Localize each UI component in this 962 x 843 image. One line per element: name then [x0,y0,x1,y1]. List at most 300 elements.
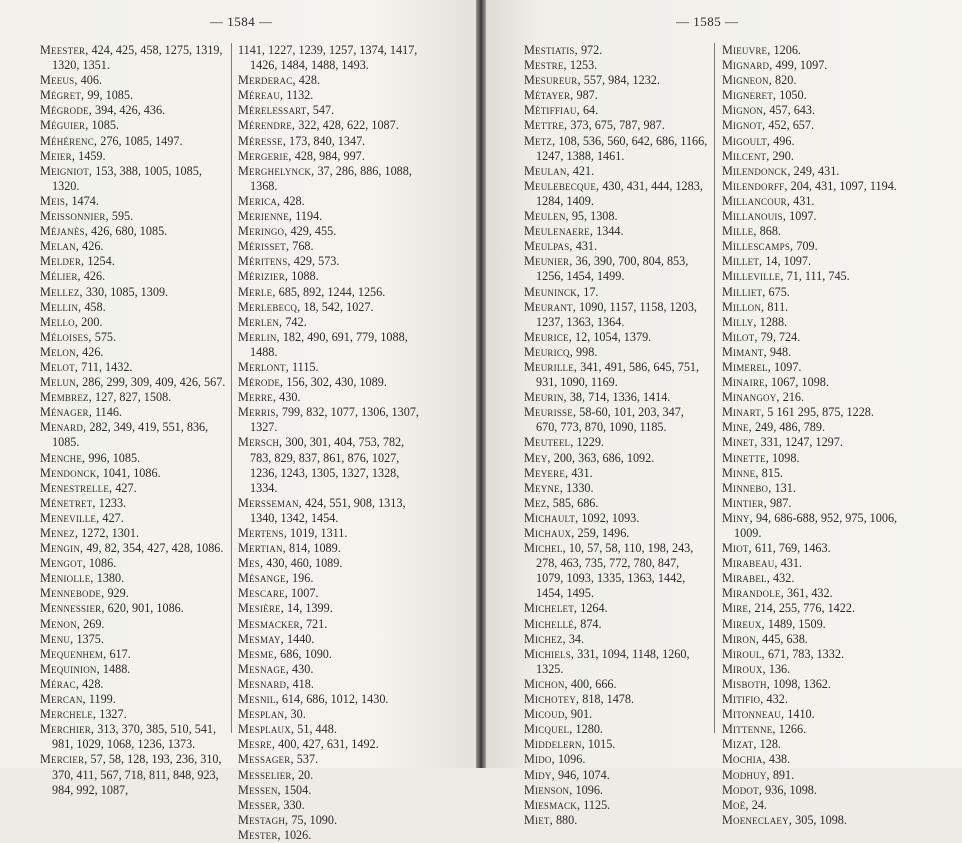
entry-surname: Mester, [238,827,281,842]
entry-surname: Messager, [238,752,294,767]
entry-page-refs: 496. [770,133,795,148]
index-entry [524,360,708,390]
entry-page-refs: 1115. [288,359,319,374]
entry-page-refs: 426. [79,239,104,254]
entry-surname: Meuteel, [524,435,574,450]
entry-surname: Melder, [40,254,85,269]
entry-page-refs: 1229. [573,435,604,450]
entry-surname: Melun, [40,375,80,390]
index-entry [238,526,424,541]
entry-surname: Mersseman, [238,495,302,510]
index-entry [40,269,226,284]
entry-surname: Mitonneau, [722,707,785,722]
entry-surname: Millanouis, [722,209,787,224]
entry-surname: Michez, [524,631,566,646]
entry-surname: Millet, [722,254,763,269]
entry-page-refs: 611, 769, 1463. [751,541,831,556]
entry-page-refs: 331, 1247, 1297. [757,435,843,450]
entry-surname: Merlebecq, [238,299,301,314]
index-entry [238,737,424,752]
entry-surname: Merlen, [238,314,283,329]
index-entry [524,617,708,632]
index-entry [722,405,912,420]
entry-surname: Membrez, [40,390,92,405]
entry-surname: Ménetret, [40,495,96,510]
index-entry [40,466,226,481]
entry-page-refs: 1067, 1098. [767,375,829,390]
entry-surname: Millancour, [722,193,791,208]
entry-page-refs: 1199. [85,692,116,707]
index-entry [722,722,912,737]
entry-surname: Mequenhem, [40,646,107,661]
entry-page-refs: 432. [769,571,795,586]
entry-surname: Menu, [40,631,74,646]
index-entry [40,526,226,541]
entry-page-refs: 1327. [96,707,127,722]
entry-page-refs: 1380. [93,571,125,586]
entry-page-refs: 14, 1399. [283,601,333,616]
index-entry [524,254,708,284]
index-entry [524,88,708,103]
entry-page-refs: 421. [569,163,595,178]
entry-page-refs: 36, 390, 700, 804, 853, 1256, 1454, 1499. [536,254,689,284]
entry-surname: Meuricq, [524,344,573,359]
entry-surname: Mirabel, [722,571,770,586]
entry-surname: Mesme, [238,646,278,661]
index-entry [722,73,912,88]
entry-surname: Mochia, [722,752,766,767]
index-entry [524,768,708,783]
index-entry [40,677,226,692]
index-entry [40,209,226,224]
entry-page-refs: 1330. [563,480,594,495]
entry-surname: Mes, [238,556,264,571]
entry-surname: Mercier, [40,752,88,767]
index-entry [524,692,708,707]
entry-page-refs: 12, 1054, 1379. [571,329,652,344]
entry-page-refs: 430. [288,661,314,676]
entry-surname: Mire, [722,601,752,616]
entry-surname: Meulan, [524,163,570,178]
entry-surname: Merderac, [238,73,296,88]
entry-surname: Messen, [238,782,281,797]
entry-page-refs: 685, 892, 1244, 1256. [275,284,386,299]
index-entry [524,601,708,616]
entry-page-refs: 1092, 1093. [578,510,640,525]
entry-page-refs: 300, 301, 404, 753, 782, 783, 829, 837, 861, 876, 1027, 1236, 1243, 1305, 1327, 1328, 1334. [250,435,405,495]
entry-surname: Middelern, [524,737,585,752]
index-entry [238,647,424,662]
entry-surname: Mesnage, [238,661,289,676]
index-entry [40,254,226,269]
page-number: — 1584 — [210,14,273,29]
index-entry [238,330,424,360]
index-entry [524,798,708,813]
index-entry [40,164,226,194]
entry-page-refs: 458. [81,299,106,314]
entry-page-refs: 14, 1097. [762,254,812,269]
entry-page-refs: 18, 542, 1027. [300,299,374,314]
entry-page-refs: 94, 686-688, 952, 975, 1006, 1009. [734,510,898,540]
entry-surname: Milendonck, [722,163,791,178]
entry-page-refs: 75, 1090. [288,812,338,827]
index-entry [40,360,226,375]
entry-page-refs: 438. [765,752,791,767]
index-entry [722,768,912,783]
entry-page-refs: 1206. [770,43,801,57]
entry-surname: Mirandole, [722,586,784,601]
index-entry [722,118,912,133]
entry-surname: Menche, [40,450,86,465]
index-entry [40,285,226,300]
index-entry [40,556,226,571]
index-entry [722,511,912,541]
entry-surname: Mérisset, [238,239,290,254]
entry-surname: Michault, [524,510,579,525]
index-entry [722,647,912,662]
index-entry [722,813,912,828]
entry-surname: Meunier, [524,254,573,269]
index-entry [40,541,226,556]
entry-surname: Mez, [524,495,550,510]
entry-surname: Meulpas, [524,239,573,254]
index-entry [40,662,226,677]
entry-surname: Miroux, [722,661,766,676]
index-entry [722,360,912,375]
entry-surname: Mésange, [238,571,289,586]
index-entry [722,375,912,390]
index-entry [722,783,912,798]
entry-surname: Milendorff, [722,178,788,193]
index-entry [238,662,424,677]
entry-page-refs: 547. [309,103,335,118]
entry-page-refs: 431. [777,556,803,571]
entry-surname: Mestiatis, [524,43,578,57]
entry-surname: Mesplan, [238,707,288,722]
index-entry [524,435,708,450]
entry-page-refs: 987. [766,495,792,510]
entry-page-refs: 1026. [280,827,312,842]
entry-surname: Mitifio, [722,692,764,707]
entry-surname: Meurin, [524,390,567,405]
index-entry [524,451,708,466]
entry-surname: Miroul, [722,646,765,661]
index-entry [524,239,708,254]
index-entry [40,73,226,88]
index-entry [40,451,226,466]
entry-surname: Mertian, [238,541,286,556]
entry-page-refs: 431. [572,239,598,254]
index-entry [40,88,226,103]
entry-page-refs: 79, 724. [757,329,801,344]
entry-surname: Mesre, [238,737,276,752]
entry-page-refs: 1097. [786,209,817,224]
entry-surname: Meuninck, [524,284,581,299]
entry-page-refs: 998. [572,344,598,359]
index-entry [524,118,708,133]
index-entry [524,58,708,73]
entry-surname: Misboth, [722,676,770,691]
entry-page-refs: 249, 431. [790,163,840,178]
entry-surname: Mesière, [238,601,284,616]
entry-surname: Meier, [40,148,76,163]
index-entry [524,103,708,118]
entry-surname: Michellé, [524,616,578,631]
entry-page-refs: 428. [79,676,104,691]
entry-surname: Meyne, [524,480,564,495]
index-entry [40,405,226,420]
index-entry [238,768,424,783]
index-entry [722,390,912,405]
entry-page-refs: 1474. [68,193,99,208]
entry-page-refs: 196. [288,571,314,586]
entry-surname: Mittenne, [722,722,776,737]
index-column [238,43,424,843]
entry-page-refs: 108, 536, 560, 642, 686, 1166, 1247, 1388, 1461. [536,133,708,163]
entry-page-refs: 400, 427, 631, 1492. [275,737,379,752]
entry-surname: Merlont, [238,359,289,374]
entry-page-refs: 987. [573,88,598,103]
index-entry [722,451,912,466]
index-entry [722,707,912,722]
index-entry [524,390,708,405]
entry-page-refs: 452, 657. [765,118,815,133]
index-entry [722,481,912,496]
index-entry [40,511,226,526]
entry-page-refs: 290. [769,148,794,163]
entry-surname: Miot, [722,541,752,556]
entry-page-refs: 182, 490, 691, 779, 1088, 1488. [250,329,408,359]
entry-surname: Mintier, [722,495,767,510]
index-entry [722,239,912,254]
entry-page-refs: 1098, 1362. [770,676,831,691]
entry-page-refs: 1132. [283,88,314,103]
entry-page-refs: 38, 714, 1336, 1414. [566,390,671,405]
entry-surname: Mille, [722,224,757,239]
index-entry [40,103,226,118]
entry-surname: Mérode, [238,375,284,390]
index-entry [524,526,708,541]
entry-page-refs: 585, 686. [549,495,599,510]
entry-page-refs: 1097. [770,359,802,374]
entry-surname: Messer, [238,797,281,812]
entry-surname: Moë, [722,797,749,812]
entry-surname: Mendonck, [40,465,100,480]
entry-page-refs: 153, 388, 1005, 1085, 1320. [52,163,202,193]
entry-surname: Mignon, [722,103,767,118]
entry-page-refs: 1288. [756,314,788,329]
entry-page-refs: 424, 551, 908, 1313, 1340, 1342, 1454. [250,495,406,525]
index-entry [40,496,226,511]
index-entry [722,692,912,707]
entry-surname: Milleville, [722,269,784,284]
entry-surname: Micoud, [524,707,568,722]
entry-surname: Michotey, [524,692,580,707]
index-entry [722,254,912,269]
entry-surname: Mido, [524,752,555,767]
index-column [722,43,912,828]
entry-page-refs: 305, 1098. [792,812,847,827]
entry-page-refs: 214, 255, 776, 1422. [751,601,855,616]
entry-page-refs: 1375. [73,631,104,646]
entry-page-refs: 1489, 1509. [764,616,826,631]
index-entry [524,677,708,692]
index-entry [238,103,424,118]
entry-page-refs: 431. [568,465,593,480]
entry-surname: Mey, [524,450,551,465]
entry-page-refs: 929. [104,586,129,601]
entry-page-refs: 891. [769,767,795,782]
entry-page-refs: 1233. [95,495,127,510]
entry-surname: Miesmack, [524,797,581,812]
index-entry [722,103,912,118]
index-entry [238,224,424,239]
entry-page-refs: 341, 491, 586, 645, 751, 931, 1090, 1169. [536,359,700,390]
entry-page-refs: 361, 432. [783,586,833,601]
entry-page-refs: 880. [552,812,578,827]
entry-page-refs: 330. [280,797,305,812]
entry-page-refs: 711, 1432. [78,359,133,374]
entry-surname: Menestrelle, [40,480,113,495]
index-entry [524,209,708,224]
entry-page-refs: 557, 984, 1232. [580,73,660,88]
entry-surname: Mireux, [722,616,765,631]
entry-page-refs: 946, 1074. [554,767,610,782]
entry-surname: Meneville, [40,510,100,525]
entry-surname: Mestagh, [238,812,289,827]
index-entry [524,405,708,435]
index-column [40,43,226,798]
entry-surname: Michel, [524,541,566,556]
entry-page-refs: 394, 426, 436. [91,103,166,118]
entry-surname: Metz, [524,133,556,148]
index-entry [722,315,912,330]
index-entry [722,345,912,360]
entry-surname: Mennebode, [40,586,105,601]
entry-surname: Meigniot, [40,163,93,178]
entry-surname: Miny, [722,510,753,525]
entry-page-refs: 428, 984, 997. [291,148,365,163]
entry-surname: Merica, [238,193,281,208]
entry-surname: Minette, [722,450,769,465]
index-entry [524,73,708,88]
entry-surname: Mignot, [722,118,766,133]
entry-page-refs: 427. [112,480,137,495]
index-entry [238,149,424,164]
index-entry [722,58,912,73]
entry-page-refs: 173, 840, 1347. [286,133,366,148]
entry-surname: Mérelessart, [238,103,310,118]
entry-surname: Méritens, [238,254,291,269]
entry-page-refs: 1015. [584,737,616,752]
entry-page-refs: 1410. [784,707,815,722]
entry-surname: Midy, [524,767,555,782]
entry-page-refs: 1050. [776,88,807,103]
entry-page-refs: 818, 1478. [579,692,635,707]
entry-surname: Meis, [40,193,69,208]
entry-page-refs: 17. [580,284,599,299]
index-entry [524,813,708,828]
index-entry [722,285,912,300]
entry-surname: Métayer, [524,88,574,103]
entry-page-refs: 136. [765,661,791,676]
entry-page-refs: 5 161 295, 875, 1228. [764,405,874,420]
entry-surname: Mesmay, [238,631,284,646]
index-entry [40,752,226,797]
entry-page-refs: 37, 286, 886, 1088, 1368. [250,163,412,193]
page-number: — 1585 — [676,14,739,29]
entry-page-refs: 996, 1085. [85,450,141,465]
entry-surname: Meringo, [238,224,288,239]
index-entry [524,345,708,360]
index-entry [722,179,912,194]
index-entry [238,405,424,435]
entry-surname: Minne, [722,465,759,480]
index-entry [40,420,226,450]
entry-surname: Méreau, [238,88,284,103]
entry-page-refs: 10, 57, 58, 110, 198, 243, 278, 463, 735, 772, 780, 847, 1079, 1093, 1335, 1363, 1442, 1454, 1495. [536,541,694,601]
entry-surname: Melot, [40,359,79,374]
entry-page-refs: 499, 1097. [772,58,828,73]
entry-surname: Ménager, [40,405,92,420]
entry-surname: Melon, [40,344,80,359]
entry-page-refs: 373, 675, 787, 987. [567,118,665,133]
index-entry [524,224,708,239]
entry-surname: Mello, [40,314,79,329]
entry-surname: Mérac, [40,676,80,691]
index-entry [524,511,708,526]
entry-surname: Minart, [722,405,765,420]
entry-surname: Modhuy, [722,767,770,782]
index-entry [238,798,424,813]
entry-surname: Millescamps, [722,239,794,254]
entry-surname: Mertens, [238,526,287,540]
entry-page-refs: 400, 666. [567,676,617,691]
entry-page-refs: 1146. [91,405,123,420]
entry-surname: Mirabeau, [722,556,778,571]
entry-page-refs: 620, 901, 1086. [104,601,184,616]
entry-surname: Mimant, [722,344,767,359]
entry-page-refs: 936, 1098. [762,782,817,797]
entry-surname: Méloises, [40,329,92,344]
index-entry [40,375,226,390]
index-entry [722,496,912,511]
entry-page-refs: 1254. [84,254,115,269]
entry-surname: Méhérenc, [40,133,98,148]
entry-page-refs: 742. [282,314,307,329]
entry-page-refs: 948. [766,344,792,359]
entry-surname: Mequinion, [40,661,100,676]
entry-page-refs: 57, 58, 128, 193, 236, 310, 370, 411, 567, 718, 811, 848, 923, 984, 992, 1087, [52,752,222,797]
entry-page-refs: 575. [91,329,117,344]
entry-surname: Mizat, [722,737,757,752]
entry-page-refs: 34. [565,631,585,646]
index-entry [40,300,226,315]
entry-surname: Meulebecque, [524,178,600,193]
index-entry [238,88,424,103]
entry-page-refs: 1141, 1227, 1239, 1257, 1374, 1417, 1426, 1484, 1488, 1493. [238,43,418,73]
index-entry [722,737,912,752]
index-entry [524,647,708,677]
index-entry [722,300,912,315]
entry-surname: Mélier, [40,269,81,284]
entry-page-refs: 426. [79,344,104,359]
entry-surname: Minet, [722,435,758,450]
index-entry [40,149,226,164]
entry-surname: Meyere, [524,465,569,480]
index-entry [524,330,708,345]
index-entry [238,677,424,692]
